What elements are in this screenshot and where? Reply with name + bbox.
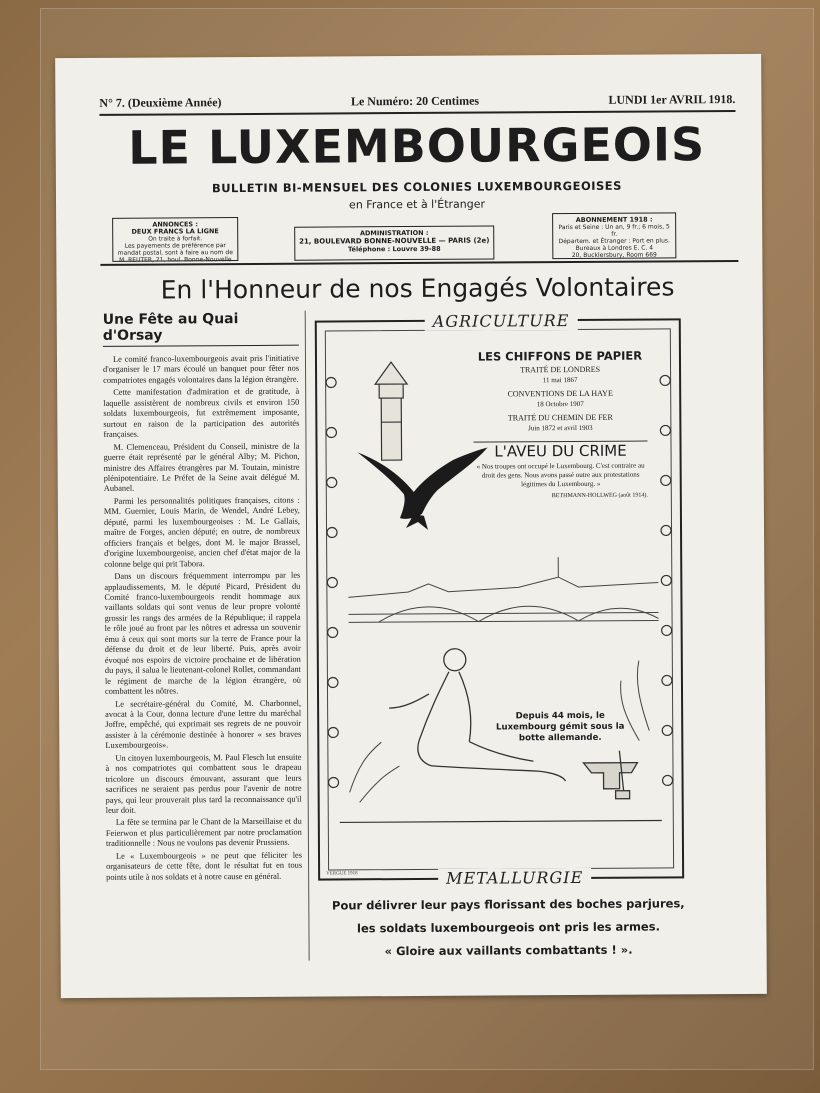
treaty-hague: CONVENTIONS DE LA HAYE — [507, 388, 613, 399]
panel-title-2: L'AVEU DU CRIME — [473, 441, 647, 457]
annonces-line-3: Les payements de préférence par mandat postal, sont à faire au nom de — [117, 242, 233, 257]
column-divider — [305, 311, 310, 961]
treaty-london-date: 11 mai 1867 — [542, 375, 578, 385]
illustration-caption: Depuis 44 mois, le Luxembourg gémit sous la botte allemande. — [495, 710, 625, 744]
annonces-title: ANNONCES : — [152, 220, 198, 229]
masthead-subtitle-2: en France et à l'Étranger — [348, 197, 486, 212]
issue-price: Le Numéro: 20 Centimes — [350, 93, 480, 109]
issue-date: LUNDI 1er AVRIL 1918. — [608, 92, 736, 107]
article-paragraph: Cette manifestation d'admiration et de gratitude, à laquelle assistèrent de nombreux civils et environ 150 soldats luxembourgeois, fut extrêmement imposante, surtout en raison de la participation des autorités françaises. — [103, 387, 300, 440]
annonces-box — [112, 217, 238, 262]
treaty-railway-date: Juin 1872 et avril 1903 — [528, 423, 593, 433]
masthead-subtitle: BULLETIN BI-MENSUEL DES COLONIES LUXEMBOURGEOISES — [211, 178, 622, 196]
abonnement-line-2: Départem. et Étranger : Port en plus. — [558, 237, 670, 246]
article-title: Une Fête au Quai d'Orsay — [103, 311, 299, 347]
closing-line-2: les soldats luxembourgeois ont pris les armes. — [356, 919, 660, 936]
administration-title: ADMINISTRATION : — [359, 228, 429, 238]
illustration-credit: VERGUE 1918 — [326, 871, 358, 877]
masthead-title: LE LUXEMBOURGEOIS — [128, 117, 706, 175]
metallurgie-banner: METALLURGIE — [438, 868, 591, 888]
article-column — [103, 311, 302, 885]
abonnement-line-3: Bureaux à Londres E. C. 4 — [575, 244, 654, 252]
eagle-icon — [358, 448, 488, 531]
closing-line-3: « Gloire aux vaillants combattants ! ». — [384, 942, 633, 959]
quote-signature: BETHMANN-HOLLWEG (août 1914). — [551, 492, 648, 500]
abonnement-line-1: Paris et Seine : Un an, 9 fr.; 6 mois, 5 fr. — [558, 223, 670, 238]
newspaper-page — [55, 54, 767, 998]
annonces-line-4: M. REUTER, 21, boul. Bonne-Nouvelle — [119, 256, 232, 264]
article-paragraph: Le comité franco-luxembourgeois avait pris l'initiative d'organiser le 17 mars écoulé un banquet pour fêter nos compatriotes engagés volontaires dans la légion étrangère. — [103, 353, 300, 385]
treaty-railway: TRAITÉ DU CHEMIN DE FER — [507, 412, 613, 423]
treaty-london: TRAITÉ DE LONDRES — [520, 364, 601, 375]
article-paragraph: Dans un discours fréquemment interrompu par les applaudissements, M. le député Picard, Président du Comité franco-luxembourgeois rendit hommage aux vaillants soldats qui sont venus de leur propre volonté grossir les rangs des armées de la République; il rappela le rôle joué au front par les nôtres et adressa un souvenir ému à ceux qui sont morts sur la terre de France pour la défense du droit et de leur liberté. Puis, après avoir évoqué nos espoirs de victoire prochaine et de libération du pays, il salua le lieutenant-colonel Rollet, commandant le régiment de marche de la légion étrangère, où combattent les nôtres. — [104, 570, 301, 696]
administration-phone: Téléphone : Louvre 39-88 — [347, 244, 441, 254]
article-paragraph: Un citoyen luxembourgeois, M. Paul Flesch lut ensuite à nos compatriotes qui combattent sous le drapeau tricolore un discours émouvant, assurant que leurs sacrifices ne seraient pas perdus pour l'avenir de notre pays, qui leur prouverait plus tard la reconnaissance qu'il leur doit. — [105, 752, 302, 815]
town-bridge — [348, 556, 658, 622]
article-paragraph: Parmi les personnalités politiques françaises, citons : MM. Guernier, Louis Marin, de Wendel, André Lebey, député, parmi les luxembourgeoises : M. Le Gallais, maître de Forges, ancien député; en outre, de nombreux officiers français et belges, dont M. le major Brassel, d'origine luxembourgeoise, ancien chef d'état major de la colonne belge qui prit Tabora. — [103, 495, 301, 569]
issue-number: N° 7. (Deuxième Année) — [99, 95, 222, 110]
article-paragraph: M. Clemenceau, Président du Conseil, ministre de la guerre était représenté par le général Alby; M. Pichon, ministre des Affaires étrangères par M. Toutain, ministre plénipotentiaire. Le Préfet de la Seine avait délégué M. Aubanel. — [103, 441, 300, 494]
abonnement-title: ABONNEMENT 1918 : — [575, 215, 653, 224]
treaties-panel — [473, 348, 648, 502]
anvil-icon — [583, 751, 637, 799]
abonnement-box — [552, 212, 676, 259]
illustration-frame — [315, 311, 684, 888]
article-paragraph: Le secrétaire-général du Comité, M. Charbonnel, avocat à la Cour, donna lecture d'une lettre du maréchal Joffre, empêché, qui exprimait ses regrets de ne pouvoir assister à la cérémonie destinée à honorer « ses braves Luxembourgeois». — [105, 698, 302, 751]
article-paragraph: La fête se termina par le Chant de la Marseillaise et du Feierwon et plus particulièrement par notre proclamation traditionnelle : Nous ne voulons pas devenir Prussiens. — [105, 817, 302, 849]
bethmann-quote: « Nos troupes ont occupé le Luxembourg. C'est contraire au droit des gens. Nous avons passé outre aux protestations légitimes du Luxembourg. » — [476, 461, 645, 489]
agriculture-banner: AGRICULTURE — [425, 311, 578, 331]
main-headline: En l'Honneur de nos Engagés Volontaires — [160, 272, 675, 305]
annonces-line-2: On traite à forfait. — [148, 235, 203, 243]
tower-icon — [375, 362, 408, 460]
closing-line-1: Pour délivrer leur pays florissant des boches parjures, — [331, 896, 685, 913]
article-paragraph: Le « Luxembourgeois » ne peut que féliciter les organisateurs de cette fête, dont le résultat fut en tous points utile à nos soldats et à notre cause en général. — [106, 850, 303, 882]
administration-address: 21, BOULEVARD BONNE-NOUVELLE — PARIS (2e) — [299, 236, 490, 246]
annonces-line-1: DEUX FRANCS LA LIGNE — [131, 227, 219, 236]
closing-text — [318, 892, 698, 963]
administration-box — [294, 225, 494, 260]
abonnement-line-4: 20, Bucklersbury, Room 669 — [571, 251, 657, 260]
issue-line — [99, 92, 735, 116]
panel-title: LES CHIFFONS DE PAPIER — [477, 348, 643, 364]
treaty-hague-date: 18 Octobre 1907 — [536, 399, 584, 409]
